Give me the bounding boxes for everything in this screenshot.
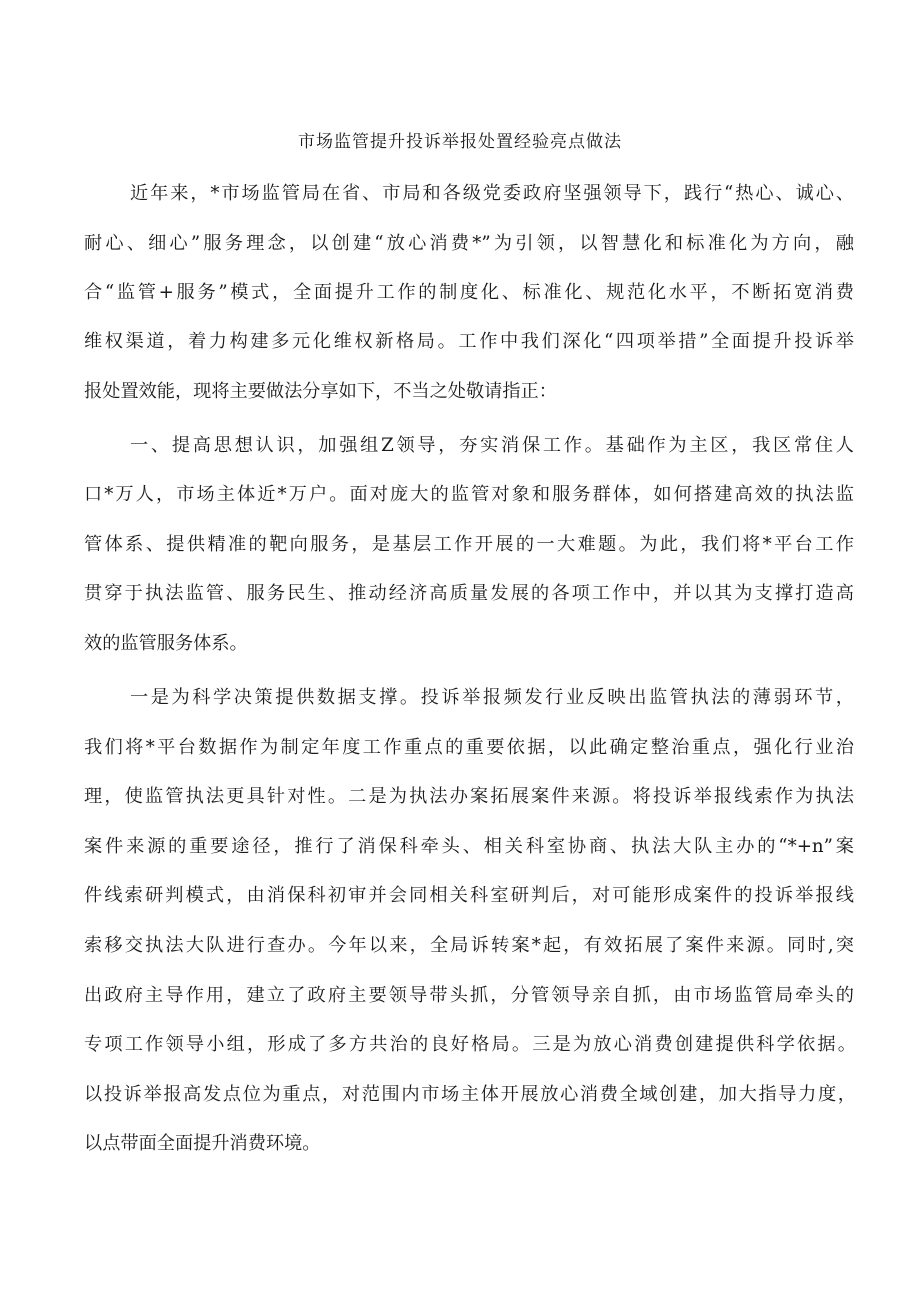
paragraph-line: 索移交执法大队进行查办。今年以来，全局诉转案*起，有效拓展了案件来源。同时,突 (84, 935, 854, 956)
paragraph-line: 件线索研判模式，由消保科初审并会同相关科室研判后，对可能形成案件的投诉举报线 (84, 885, 854, 906)
document-title: 市场监管提升投诉举报处置经验亮点做法 (298, 132, 622, 152)
paragraph-line: 一、提高思想认识，加强组Z领导，夯实消保工作。基础作为主区，我区常住人 (130, 435, 854, 456)
paragraph-line: 管体系、提供精准的靶向服务，是基层工作开展的一大难题。为此，我们将*平台工作 (84, 534, 854, 555)
paragraph-line: 案件来源的重要途径，推行了消保科牵头、相关科室协商、执法大队主办的“*+n”案 (84, 836, 854, 857)
paragraph-line: 我们将*平台数据作为制定年度工作重点的重要依据，以此确定整治重点，强化行业治 (84, 737, 854, 758)
paragraph-line: 耐心、细心”服务理念，以创建“放心消费*”为引领，以智慧化和标准化为方向，融 (84, 233, 854, 254)
paragraph-line: 效的监管服务体系。 (84, 633, 248, 654)
paragraph-line: 以投诉举报高发点位为重点，对范围内市场主体开展放心消费全域创建，加大指导力度， (84, 1084, 856, 1105)
paragraph-line: 维权渠道，着力构建多元化维权新格局。工作中我们深化“四项举措”全面提升投诉举 (84, 331, 854, 352)
paragraph-line: 出政府主导作用，建立了政府主要领导带头抓，分管领导亲自抓，由市场监管局牵头的 (84, 985, 854, 1006)
paragraph-line: 合“监管+服务”模式，全面提升工作的制度化、标准化、规范化水平，不断拓宽消费 (84, 282, 854, 303)
paragraph-line: 以点带面全面提升消费环境。 (84, 1133, 321, 1154)
paragraph-line: 一是为科学决策提供数据支撑。投诉举报频发行业反映出监管执法的薄弱环节， (130, 687, 854, 708)
paragraph-line: 口*万人，市场主体近*万户。面对庞大的监管对象和服务群体，如何搭建高效的执法监 (84, 484, 854, 505)
paragraph-line: 专项工作领导小组，形成了多方共治的良好格局。三是为放心消费创建提供科学依据。 (84, 1034, 856, 1055)
paragraph-line: 报处置效能，现将主要做法分享如下，不当之处敬请指正： (84, 381, 557, 402)
paragraph-line: 贯穿于执法监管、服务民生、推动经济高质量发展的各项工作中，并以其为支撑打造高 (84, 583, 854, 604)
paragraph-line: 理，使监管执法更具针对性。二是为执法办案拓展案件来源。将投诉举报线索作为执法 (84, 786, 854, 807)
paragraph-line: 近年来，*市场监管局在省、市局和各级党委政府坚强领导下，践行“热心、诚心、 (130, 183, 854, 204)
